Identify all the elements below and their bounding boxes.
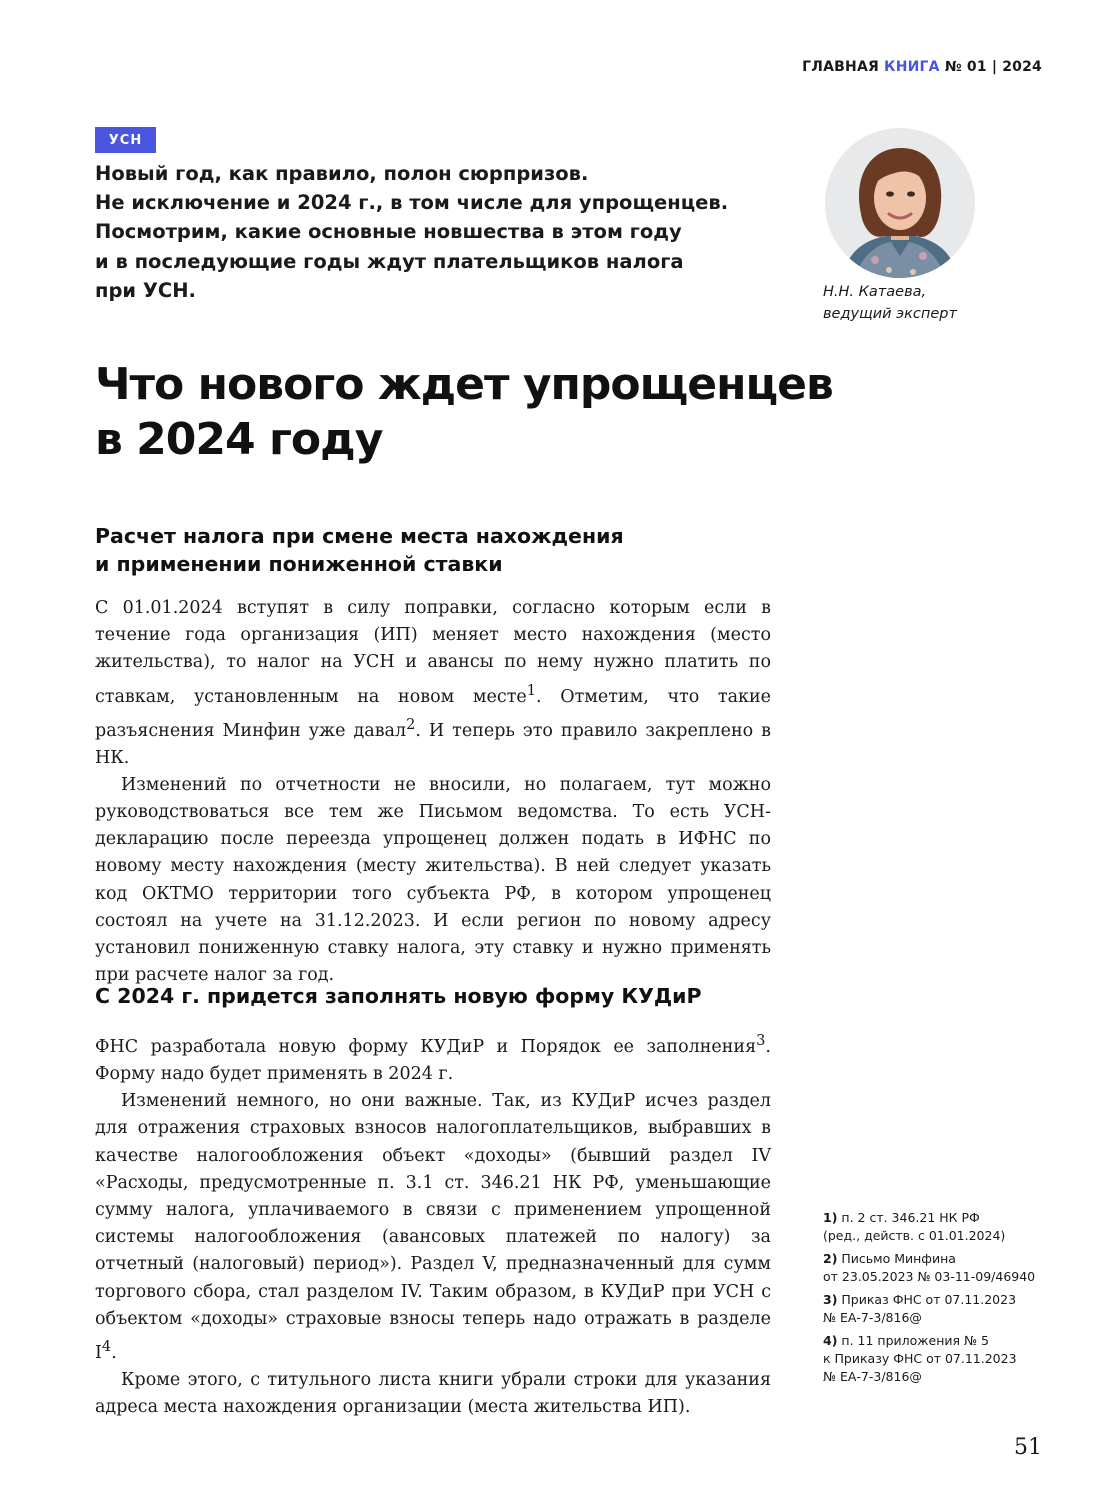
footnote-number: 1)	[823, 1210, 838, 1225]
author-role: ведущий эксперт	[823, 306, 957, 322]
lead-paragraph	[95, 159, 775, 305]
article-title-line: в 2024 году	[95, 414, 383, 465]
author-portrait-illustration	[825, 128, 975, 278]
footnote-number: 3)	[823, 1292, 838, 1307]
footnote-3: 3) Приказ ФНС от 07.11.2023 № ЕА-7-3/816@	[823, 1292, 1017, 1325]
section-heading-line: и применении пониженной ставки	[95, 552, 503, 576]
magazine-name-part2: КНИГА	[884, 59, 940, 75]
paragraph: Кроме этого, с титульного листа книги убрали строки для указания адреса места нахождения организации (места жительства ИП).	[95, 1370, 771, 1418]
paragraph: Изменений немного, но они важные. Так, из КУДиР исчез раздел для отражения страховых взносов налогоплательщиков, выбравших в качестве налогообложения объект «доходы» (бывший раздел IV «Расходы, предусмотренные п. 3.1 ст. 346.21 НК РФ, уменьшающие сумму налога, уплачиваемого в связи с применением упрощенной системы налогообложения (авансовых платежей по налогу) за отчетный (налоговый) период»). Раздел V, предназначенный для сумм торгового сбора, стал разделом IV. Таким образом, в КУДиР при УСН с объектом «доходы» страховые взносы теперь надо отражать в разделе $I^4$.	[95, 1091, 771, 1363]
article-title-line: Что нового ждет упрощенцев	[95, 359, 833, 410]
issue-number: № 01 | 2024	[944, 59, 1042, 75]
magazine-name-part1: ГЛАВНАЯ	[802, 59, 879, 75]
footnote-ref[interactable]: 4	[101, 1338, 112, 1356]
paragraph: Изменений по отчетности не вносили, но полагаем, тут можно руководствоваться все тем же Письмом ведомства. То есть УСН-декларацию после переезда упрощенец должен подать в ИФНС по новому месту нахождения (месту жительства). В ней следует указать код ОКТМО территории того субъекта РФ, в котором упрощенец состоял на учете на 31.12.2023. И если регион по новому адресу установил пониженную ставку налога, эту ставку и нужно применять при расчете налог за год.	[95, 774, 771, 986]
lead-line: и в последующие годы ждут плательщиков налога	[95, 249, 684, 273]
footnote-ref[interactable]: 2	[406, 715, 416, 733]
section-heading-tax-calculation	[95, 522, 795, 578]
section-heading-line: Расчет налога при смене места нахождения	[95, 524, 624, 548]
magazine-header	[802, 59, 1042, 75]
lead-line: при УСН.	[95, 278, 196, 302]
lead-line: Новый год, как правило, полон сюрпризов.	[95, 162, 589, 185]
author-photo	[825, 128, 975, 278]
footnote-number: 2)	[823, 1251, 838, 1266]
footnote-4: 4) п. 11 приложения № 5 к Приказу ФНС от 07.11.2023 № ЕА-7-3/816@	[823, 1333, 1017, 1384]
footnote-ref[interactable]: 1	[526, 681, 537, 699]
section-body-tax-calculation	[95, 595, 771, 990]
author-caption	[823, 281, 957, 325]
rubric-tag: УСН	[95, 127, 156, 153]
paragraph: ФНС разработала новую форму КУДиР и Порядок ее заполнения$^3$. Форму надо будет применять в 2024 г.	[95, 1032, 771, 1085]
lead-line: Посмотрим, какие основные новшества в этом году	[95, 220, 682, 244]
footnote-1: 1) п. 2 ст. 346.21 НК РФ (ред., действ. с 01.01.2024)	[823, 1210, 1006, 1243]
footnote-2: 2) Письмо Минфина от 23.05.2023 № 03-11-09/46940	[823, 1251, 1036, 1284]
author-name: Н.Н. Катаева,	[823, 284, 927, 300]
lead-line: Не исключение и 2024 г., в том числе для упрощенцев.	[95, 191, 729, 215]
footnotes	[823, 1209, 1063, 1391]
section-heading-kudir: С 2024 г. придется заполнять новую форму КУДиР	[95, 984, 702, 1008]
article-title	[95, 357, 995, 467]
footnote-ref[interactable]: 3	[756, 1032, 766, 1049]
page-number: 51	[1014, 1435, 1042, 1460]
footnote-number: 4)	[823, 1333, 838, 1348]
section-body-kudir	[95, 1027, 771, 1422]
paragraph: С 01.01.2024 вступят в силу поправки, согласно которым если в течение года организация (ИП) меняет место нахождения (место жительства), то налог на УСН и авансы по нему нужно платить по ставкам, установленным на новом месте$^1$. Отметим, что такие разъяснения Минфин уже давал$^2$. И теперь это правило закреплено в НК.	[95, 598, 771, 768]
